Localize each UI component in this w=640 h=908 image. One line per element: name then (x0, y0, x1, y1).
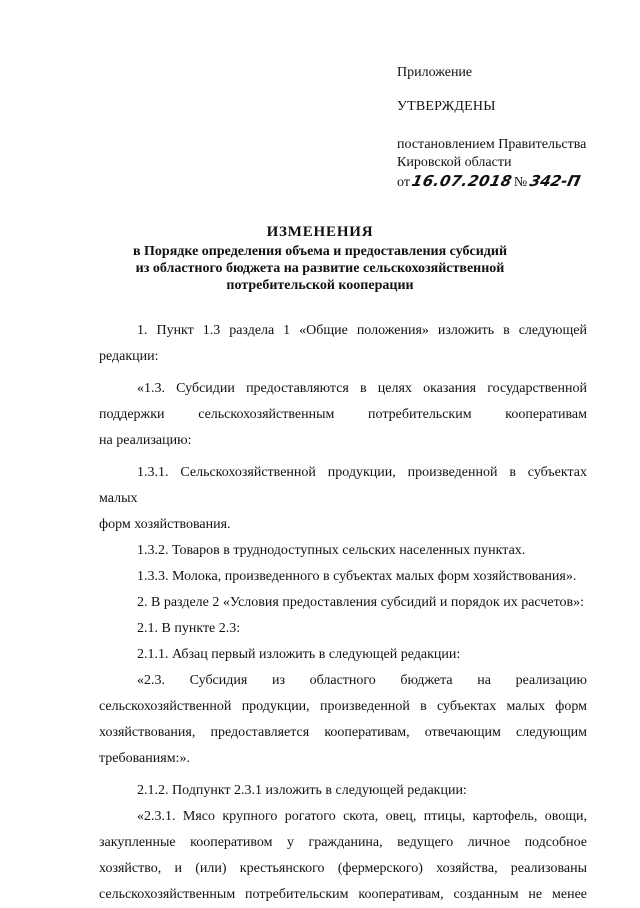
paragraph-2-line-1: «1.3. Субсидии предоставляются в целях оказания государственной (137, 381, 587, 396)
paragraph-3-line-1: 1.3.1. Сельскохозяйственной продукции, произведенной в субъектах малых (99, 465, 587, 506)
decree-line-2: Кировской области (397, 155, 512, 170)
date-prefix: от (397, 175, 410, 190)
decree-line-1: постановлением Правительства (397, 137, 587, 152)
document-body (99, 318, 587, 908)
title-line-2: в Порядке определения объема и предоставления субсидий (132, 244, 508, 259)
paragraph-5: 1.3.3. Молока, произведенного в субъектах малых форм хозяйствования». (137, 569, 577, 584)
paragraph-9-line-3: хозяйствования, предоставляется кооперативам, отвечающим следующим (99, 725, 587, 740)
paragraph-10: 2.1.2. Подпункт 2.3.1 изложить в следующей редакции: (137, 783, 467, 798)
paragraph-7: 2.1. В пункте 2.3: (137, 621, 241, 636)
paragraph-11-line-4: сельскохозяйственным потребительским кооперативам, созданным не менее (99, 887, 587, 902)
paragraph-1-line-1: 1. Пункт 1.3 раздела 1 «Общие положения» изложить в следующей (137, 323, 587, 338)
paragraph-3-line-2: форм хозяйствования. (99, 517, 231, 532)
paragraph-9-line-2: сельскохозяйственной продукции, произведенной в субъектах малых форм (99, 699, 587, 714)
paragraph-1-line-2: редакции: (99, 349, 159, 364)
handwritten-date: 16.07.2018 (410, 172, 514, 190)
decree-date-line (397, 172, 627, 192)
handwritten-number: 342-П (528, 172, 583, 190)
paragraph-11-line-1: «2.3.1. Мясо крупного рогатого скота, овец, птицы, картофель, овощи, (137, 809, 587, 824)
paragraph-2-line-2: поддержки сельскохозяйственным потребительским кооперативам (99, 407, 587, 422)
title-line-4: потребительской кооперации (226, 278, 414, 293)
title-line-3: из областного бюджета на развитие сельскохозяйственной (135, 261, 505, 276)
paragraph-2-line-3: на реализацию: (99, 433, 192, 448)
title-main: ИЗМЕНЕНИЯ (266, 224, 374, 240)
approval-block (397, 64, 627, 192)
number-sign: № (513, 175, 528, 190)
paragraph-9-line-1: «2.3. Субсидия из областного бюджета на реализацию (137, 673, 587, 688)
appendix-label: Приложение (397, 65, 473, 80)
paragraph-11-line-3: хозяйство, и (или) крестьянского (фермерского) хозяйства, реализованы (99, 861, 587, 876)
paragraph-8: 2.1.1. Абзац первый изложить в следующей редакции: (137, 647, 461, 662)
approved-label: УТВЕРЖДЕНЫ (397, 99, 496, 114)
paragraph-6: 2. В разделе 2 «Условия предоставления субсидий и порядок их расчетов»: (137, 595, 585, 610)
paragraph-4: 1.3.2. Товаров в труднодоступных сельских населенных пунктах. (137, 543, 526, 558)
document-title (0, 224, 640, 294)
paragraph-11-line-2: закупленные кооперативом у гражданина, ведущего личное подсобное (99, 835, 587, 850)
paragraph-9-line-4: требованиям:». (99, 751, 190, 766)
